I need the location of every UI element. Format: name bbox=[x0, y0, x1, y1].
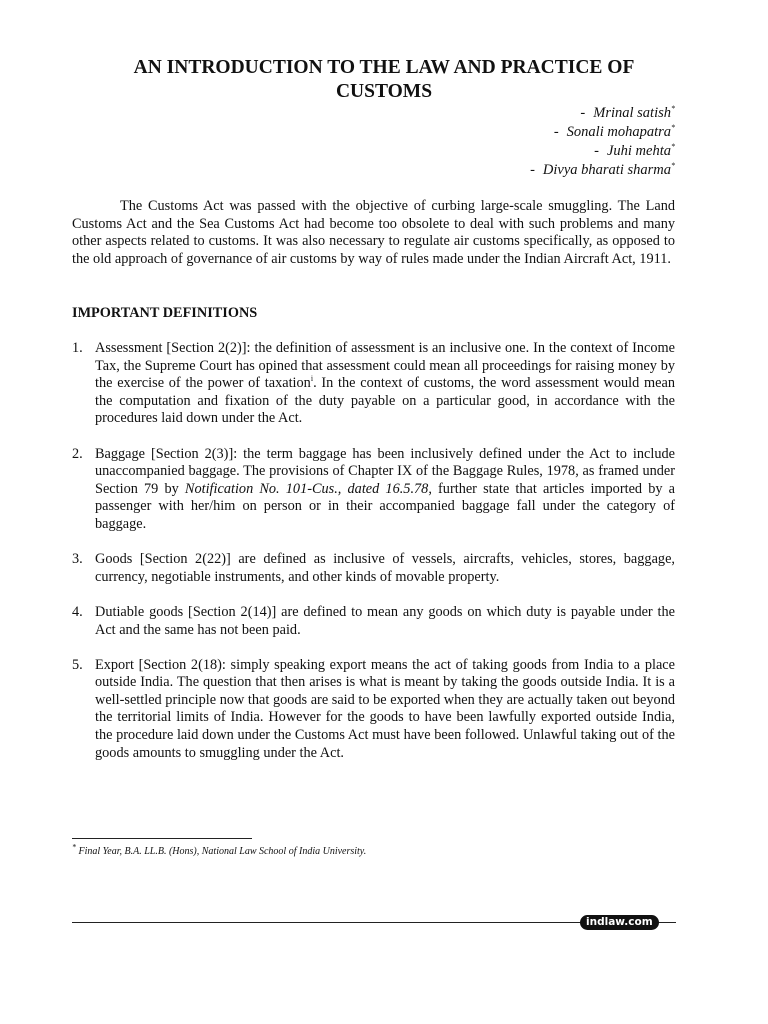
definition-text: Assessment [Section 2(2)]: the definition of assessment is an inclusive one. In the context of Income Tax, the Supreme Court has opined that assessment could mean all proceedings for raising money by the exercise of the power of taxation bbox=[95, 340, 675, 392]
definition-number: 1. bbox=[72, 340, 83, 356]
definition-item bbox=[72, 551, 675, 586]
author-name: Mrinal satish bbox=[593, 105, 671, 121]
notification-citation: Notification No. 101-Cus., dated 16.5.78 bbox=[184, 480, 429, 497]
author-mark: * bbox=[671, 161, 675, 171]
author-name: Sonali mohapatra bbox=[566, 124, 671, 140]
author-name: Divya bharati sharma bbox=[542, 162, 671, 178]
intro-paragraph: The Customs Act was passed with the objective of curbing large-scale smuggling. The Land Customs Act and the Sea Customs Act had become too obsolete to deal with such problems and many other aspects related to customs. It was also necessary to regulate air customs specifically, as opposed to the old approach of governance of air customs by way of rules made under the Indian Aircraft Act, 1911. bbox=[72, 198, 675, 267]
definition-text: Goods [Section 2(22)] are defined as inclusive of vessels, aircrafts, vehicles, stores, baggage, currency, negotiable instruments, and other kinds of movable property. bbox=[95, 551, 675, 585]
author-dash: - bbox=[594, 143, 599, 159]
definition-text-cont: . In the context of customs, the word assessment would mean the computation and fixation of the duty payable on a particular good, in accordance with the procedures laid down under the Act. bbox=[95, 375, 675, 427]
author-line bbox=[530, 161, 675, 180]
author-mark: * bbox=[671, 123, 675, 133]
definition-item bbox=[72, 657, 675, 763]
definition-item bbox=[72, 446, 675, 534]
definition-text: Export [Section 2(18): simply speaking export means the act of taking goods from India to a place outside India. The question that then arises is what is meant by taking the goods outside India. It is a well-settled principle now that goods are said to be exported when they are actually taken out beyond the territorial limits of India. However for the goods to have been lawfully exported outside India, the procedure laid down under the Customs Act must have been followed. Unlawful taking out of the goods amounts to smuggling under the Act. bbox=[95, 656, 675, 761]
document-title bbox=[72, 56, 696, 104]
footnote-mark: * bbox=[72, 842, 76, 852]
section-heading: IMPORTANT DEFINITIONS bbox=[72, 305, 258, 321]
author-line bbox=[530, 142, 675, 161]
definition-text: Dutiable goods [Section 2(14)] are defined to mean any goods on which duty is payable under the Act and the same has not been paid. bbox=[95, 603, 675, 638]
author-line bbox=[530, 123, 675, 142]
author-dash: - bbox=[530, 162, 535, 178]
indlaw-logo-badge[interactable]: indlaw.com bbox=[580, 915, 659, 930]
author-dash: - bbox=[580, 105, 586, 121]
title-line-1: AN INTRODUCTION TO THE LAW AND PRACTICE OF bbox=[133, 57, 635, 78]
author-dash: - bbox=[553, 124, 559, 140]
footnote-text: Final Year, B.A. LL.B. (Hons), National Law School of India University. bbox=[78, 846, 367, 857]
footnote-divider bbox=[72, 838, 252, 839]
definition-number: 3. bbox=[72, 551, 83, 568]
definition-item bbox=[72, 604, 675, 639]
definition-number: 4. bbox=[72, 603, 83, 620]
author-list bbox=[530, 104, 675, 180]
title-line-2: CUSTOMS bbox=[335, 81, 433, 102]
author-line bbox=[530, 104, 675, 123]
definition-number: 5. bbox=[72, 656, 83, 673]
definition-text-cont: , further state that articles imported by a passenger with her/him on person or in their accompanied baggage fall under the category of baggage. bbox=[95, 480, 675, 532]
author-mark: * bbox=[671, 104, 675, 114]
definitions-list bbox=[72, 340, 675, 780]
definition-number: 2. bbox=[72, 445, 83, 462]
author-mark: * bbox=[671, 142, 675, 152]
endnote-ref[interactable]: i bbox=[310, 374, 314, 384]
author-name: Juhi mehta bbox=[606, 143, 671, 159]
definition-text: Baggage [Section 2(3)]: the term baggage has been inclusively defined under the Act to include unaccompanied baggage. The provisions of Chapter IX of the Baggage Rules, 1978, as framed under Section 79 by bbox=[95, 445, 675, 497]
definition-item bbox=[72, 340, 675, 428]
footnote bbox=[72, 842, 367, 858]
